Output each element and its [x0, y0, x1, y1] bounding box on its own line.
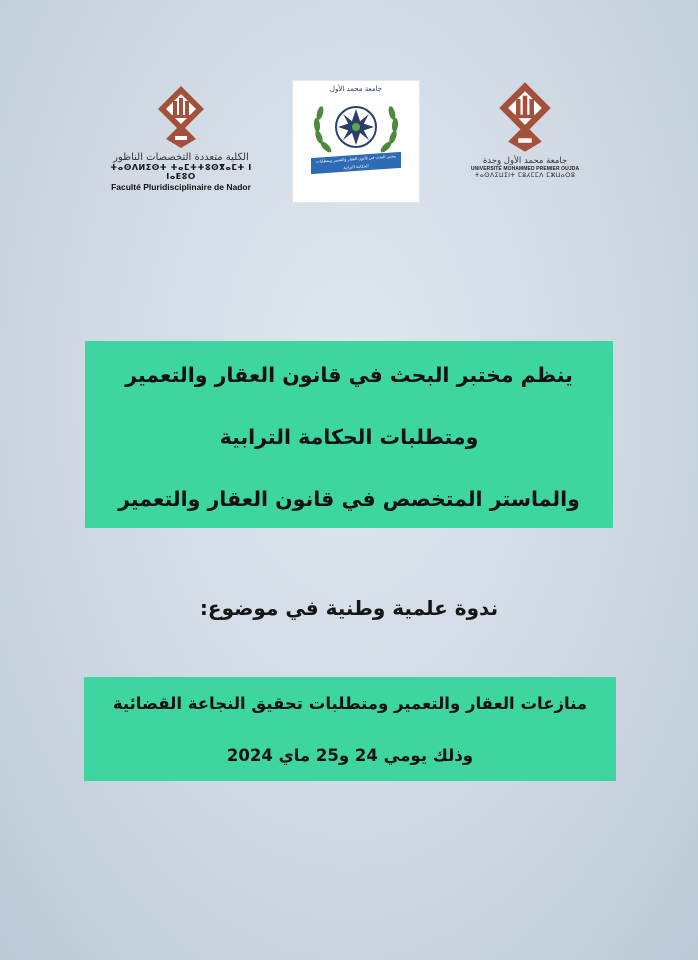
faculty-french-name: Faculté Pluridisciplinaire de Nador — [111, 182, 251, 192]
lab-university-arabic: جامعة محمد الأول — [329, 85, 383, 93]
lab-ribbon-sub: LRDIUG FPN — [343, 171, 369, 178]
topic-box — [84, 677, 616, 781]
symposium-heading: ندوة علمية وطنية في موضوع: — [199, 596, 499, 620]
topic-title: منازعات العقار والتعمير ومتطلبات تحقيق النجاعة القضائية — [112, 694, 588, 713]
faculty-arabic-name: الكلية متعددة التخصصات الناظور — [113, 152, 249, 163]
faculty-nador-logo — [96, 84, 266, 192]
organizers-line-1: ينظم مختبر البحث في قانون العقار والتعمير — [125, 363, 573, 387]
organizers-line-3: والماستر المتخصص في قانون العقار والتعمير — [118, 487, 580, 511]
university-emblem-icon — [497, 80, 553, 154]
research-lab-logo — [292, 80, 420, 203]
organizers-line-2: ومتطلبات الحكامة الترابية — [219, 425, 479, 449]
university-tifinagh-name: ⵜⴰⵙⴷⵉⵡⵉⵏⵜ ⵎⵓⵃⵎⵎⴷ ⵎⵣⵡⴰⵔⵓ — [474, 172, 576, 179]
organizers-box — [85, 341, 613, 528]
faculty-tifinagh-name: ⵜⴰⵙⴷⵍⵉⵙⵜ ⵜⴰⵎⵜⵜⵓⵙⴳⴰⵎⵜ ⵏ ⵏⴰⴹⵓⵔ — [110, 163, 252, 181]
laurel-wreath-icon — [293, 81, 419, 202]
event-date: وذلك يومي 24 و25 ماي 2024 — [226, 746, 474, 765]
university-arabic-name: جامعة محمد الأول وجدة — [482, 156, 568, 166]
lab-ribbon-arabic: مختبر البحث في قانون العقار والتعمير ومتطلبات الحكامة الترابية — [315, 153, 397, 170]
university-oujda-logo — [470, 80, 580, 179]
university-french-name: UNIVERSITÉ MOHAMMED PREMIER OUJDA — [470, 166, 580, 172]
university-emblem-icon — [156, 84, 206, 150]
